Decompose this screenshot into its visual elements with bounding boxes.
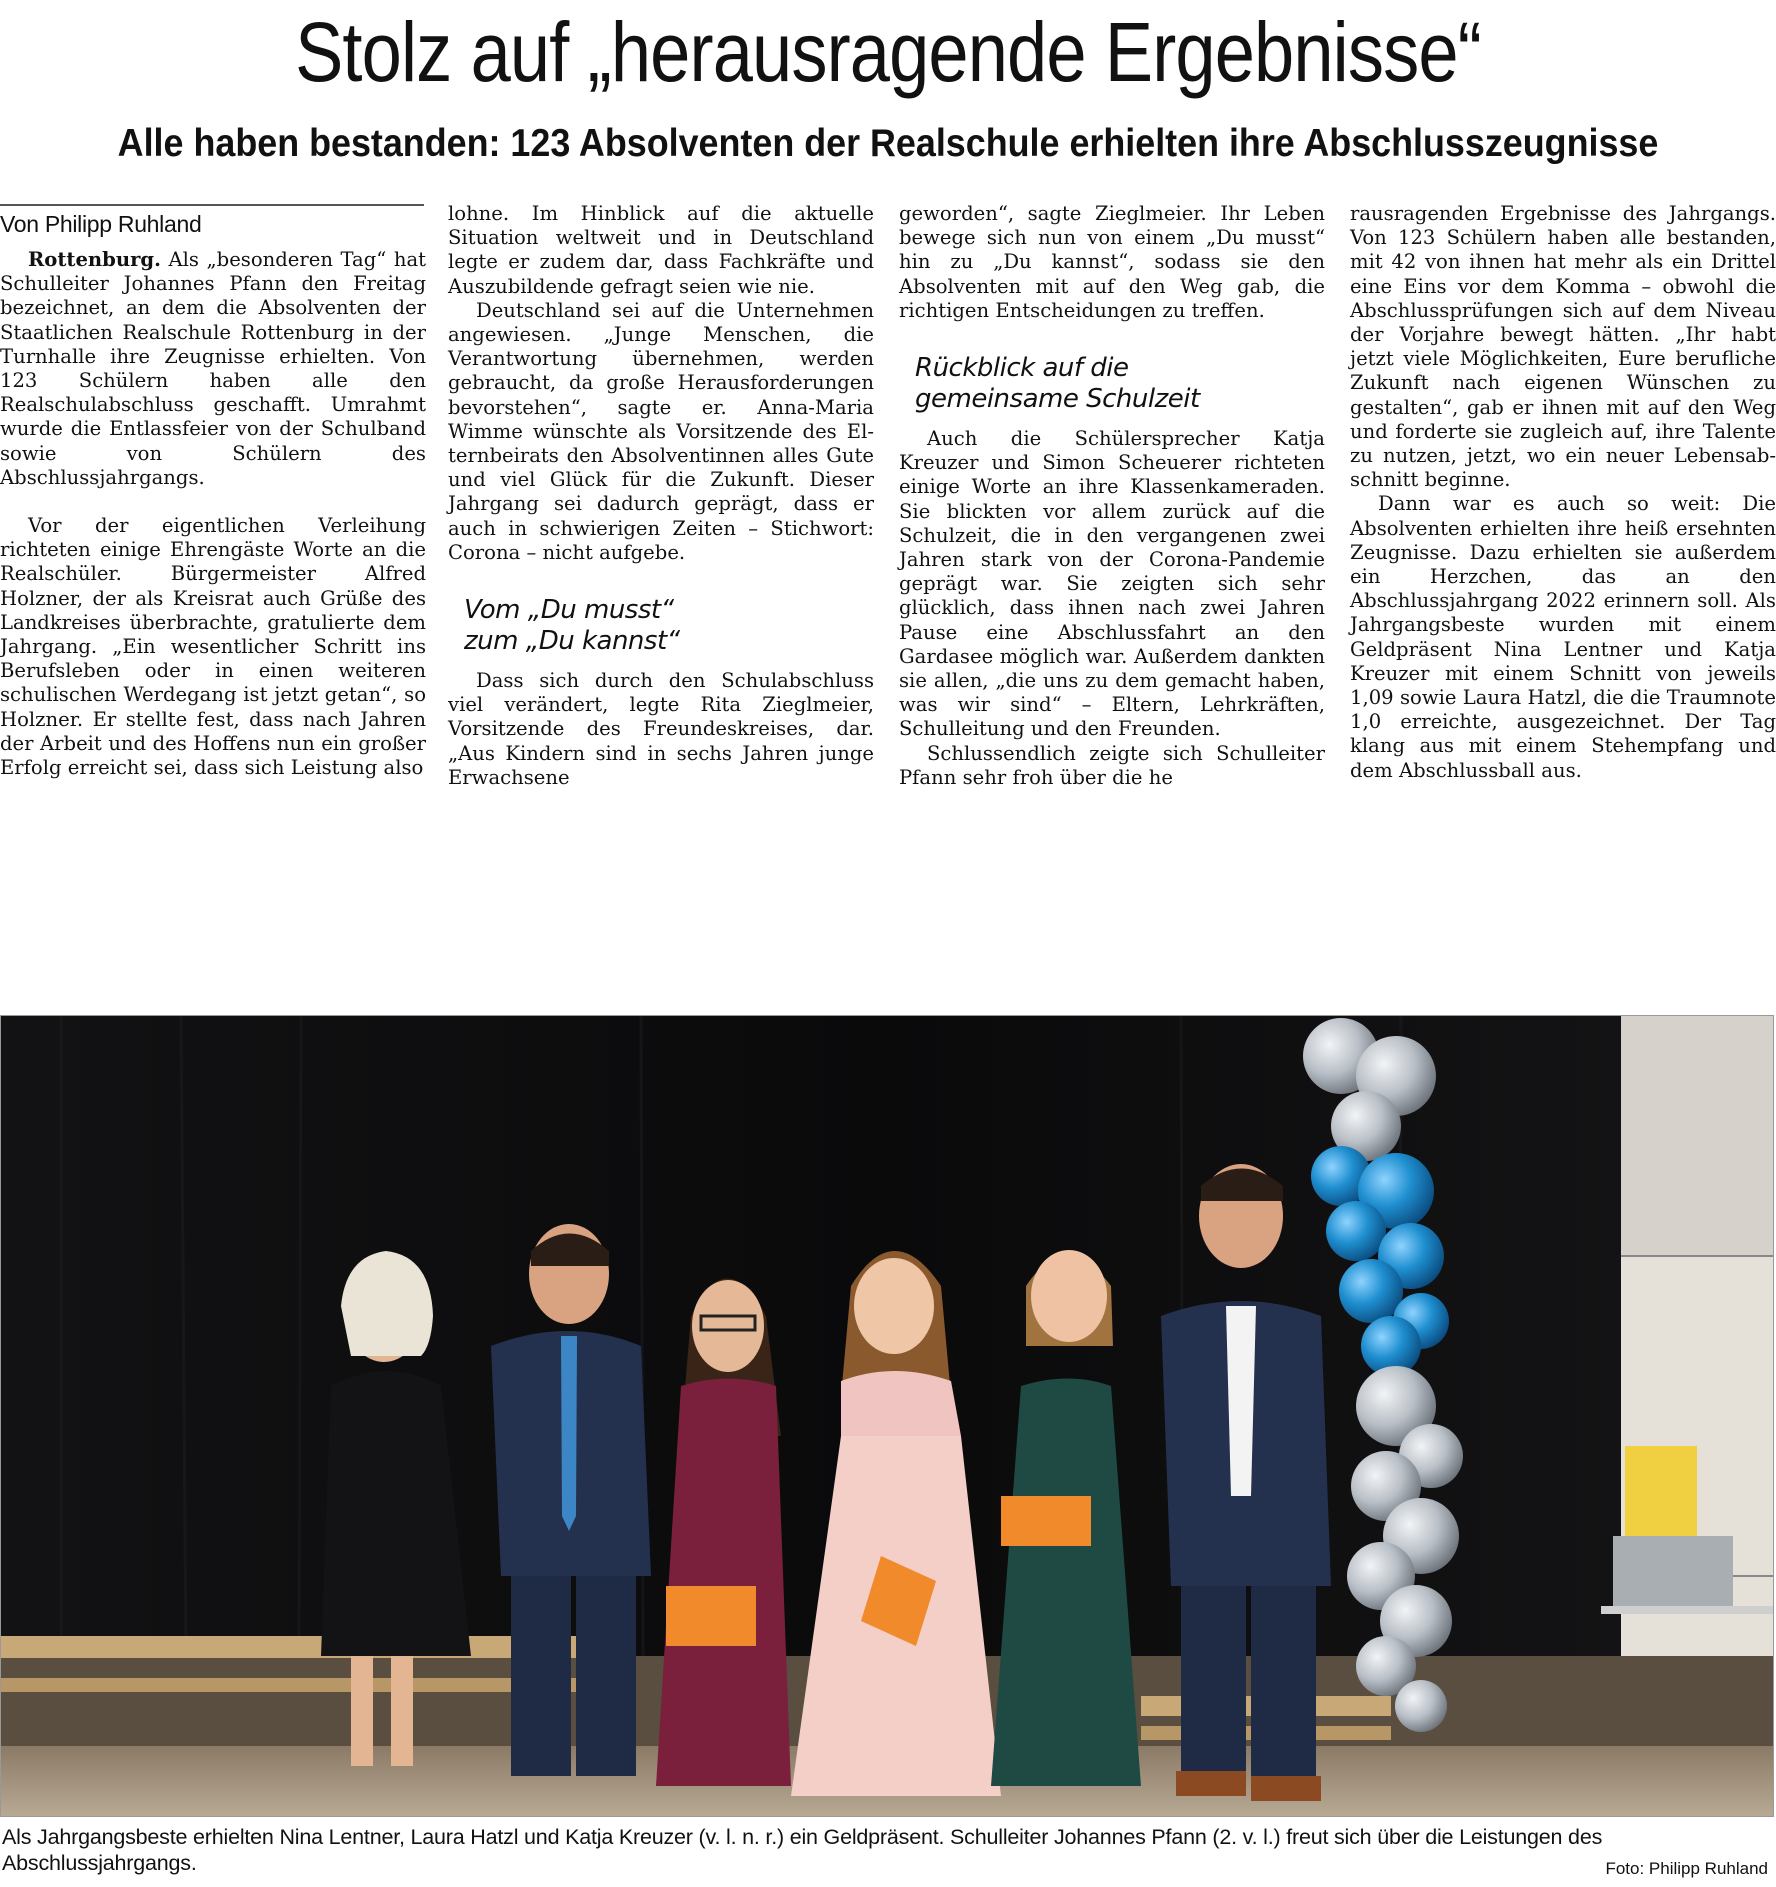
bench xyxy=(1,1636,581,1658)
yellow-box xyxy=(1625,1446,1697,1536)
envelope xyxy=(1001,1496,1091,1546)
photo-caption: Als Jahrgangsbeste erhielten Nina Lentner, Laura Hatzl und Katja Kreuzer (v. l. n. r.) ein Geldpräsent. Schulleiter Johannes Pfann (2. v. l.) freut sich über die Leistungen des Abschlussjahrgangs. xyxy=(2,1825,1603,1875)
column-4 xyxy=(1350,202,1776,783)
subheading: Vom „Du musst“ zum „Du kannst“ xyxy=(464,595,680,657)
headline: Stolz auf „herausragende Ergebnisse“ xyxy=(295,5,1481,99)
photo-illustration xyxy=(1,1016,1773,1816)
paragraph xyxy=(0,248,426,490)
envelope xyxy=(666,1586,756,1646)
paragraph: Schlussendlich zeigte sich Schulleiter Pfann sehr froh über die he xyxy=(899,741,1325,789)
byline: Von Philipp Ruhland xyxy=(0,211,202,237)
paragraph: lohne. Im Hinblick auf die aktuelle Situation weltweit und in Deutschland legte er zudem dar, dass Fachkräfte und Auszubildende gefragt seien wie nie. xyxy=(448,202,874,298)
subheadline: Alle haben bestanden: 123 Absolventen der Realschule erhielten ihre Abschlusszeugnisse xyxy=(117,122,1659,165)
paragraph: Dann war es auch so weit: Die Absolventen erhielten ihre heiß ersehnten Zeugnisse. Dazu erhielten sie außerdem ein Herzchen, das an den Abschlussjahrgang 2022 erinnern soll. Als Jahrgangsbeste wurden mit einem Geldpräsent Nina Lentner und Katja Kreuzer mit einem Schnitt von jeweils 1,09 sowie Laura Hatzl, die die Traumnote 1,0 erreichte, ausgezeichnet. Der Tag klang aus mit einem Stehempfang und dem Abschlussball aus. xyxy=(1350,492,1776,782)
paragraph: rausragenden Ergebnisse des Jahrgangs. Von 123 Schülern haben alle bestanden, mit 42 von ihnen hat mehr als ein Drittel eine Eins vor dem Komma – obwohl die Abschlussprüfungen sich auf dem Niveau der Vorjahre bewegt hätten. „Ihr habt jetzt viele Möglichkeiten, Eure berufliche Zukunft nach eigenen Wünschen zu gestalten“, gab er ihnen mit auf den Weg und forderte sie zugleich auf, ihre Talente zu nutzen, jetzt, wo ein neuer Lebensabschnitt beginne. xyxy=(1350,202,1776,492)
column-2 xyxy=(448,202,874,790)
dateline: Rottenburg. xyxy=(28,248,161,271)
paragraph: geworden“, sagte Zieglmeier. Ihr Leben bewege sich nun von einem „Du musst“ hin zu „Du kannst“, sodass sie den Absolventen mit auf den Weg gab, die richtigen Entscheidungen zu treffen. xyxy=(899,202,1325,322)
column-3 xyxy=(899,202,1325,790)
article-photo xyxy=(0,1015,1774,1817)
subheading: Rückblick auf die gemeinsame Schulzeit xyxy=(915,353,1200,415)
paragraph: Deutschland sei auf die Unternehmen angewiesen. „Junge Menschen, die Verantwortung übernehmen, werden gebraucht, da große Herausforderungen bevorstehen“, sagte er. Anna-Maria Wimme wünschte als Vorsitzende des Elternbeirats den Absolventinnen alles Gute und viel Glück für die Zukunft. Dieser Jahrgang sei dadurch geprägt, dass er auch in schwierigen Zeiten – Stichwort: Corona – nicht aufgebe. xyxy=(448,298,874,564)
paragraph: Dass sich durch den Schulabschluss viel verändert, legte Rita Zieglmeier, Vorsitzende des Freundeskreises, dar. „Aus Kindern sind in sechs Jahren junge Erwachsene xyxy=(448,669,874,789)
column-1 xyxy=(0,202,426,780)
paragraph: Vor der eigentlichen Verleihung richteten einige Ehrengäste Worte an die Realschüler. Bürgermeister Alfred Holzner, der als Kreisrat auch Grüße des Landkreises überbrachte, gratulierte dem Jahrgang. „Ein wesentlicher Schritt ins Berufsleben oder in einen weiteren schulischen Werdegang ist jetzt getan“, so Holzner. Er stellte fest, dass nach Jahren der Arbeit und des Hoffens nun ein großer Erfolg erreicht sei, dass sich Leistung also xyxy=(0,514,426,780)
paragraph-text: Als „besonderen Tag“ hat Schulleiter Johannes Pfann den Freitag bezeichnet, an dem die Absolventen der Staatlichen Realschule Rottenburg in der Turnhalle ihre Zeugnisse erhielten. Von 123 Schülern haben alle den Realschulabschluss geschafft. Umrahmt wurde die Entlassfeier von der Schulband sowie von Schülern des Abschlussjahrgangs. xyxy=(0,248,426,489)
paragraph: Auch die Schülersprecher Katja Kreuzer und Simon Scheuerer richteten einige Worte an ihre Klassenkameraden. Sie blickten vor allem zurück auf die Schulzeit, die in den vergangenen zwei Jahren stark von der Corona-Pandemie geprägt war. Sie zeigten sich sehr glücklich, dass ihnen nach zwei Jahren Pause eine Abschlussfahrt an den Gardasee möglich war. Außerdem dankten sie allen, „die uns zu dem gemacht haben, was wir sind“ – Eltern, Lehrkräften, Schulleitung und den Freunden. xyxy=(899,427,1325,741)
photo-credit: Foto: Philipp Ruhland xyxy=(1605,1859,1768,1878)
